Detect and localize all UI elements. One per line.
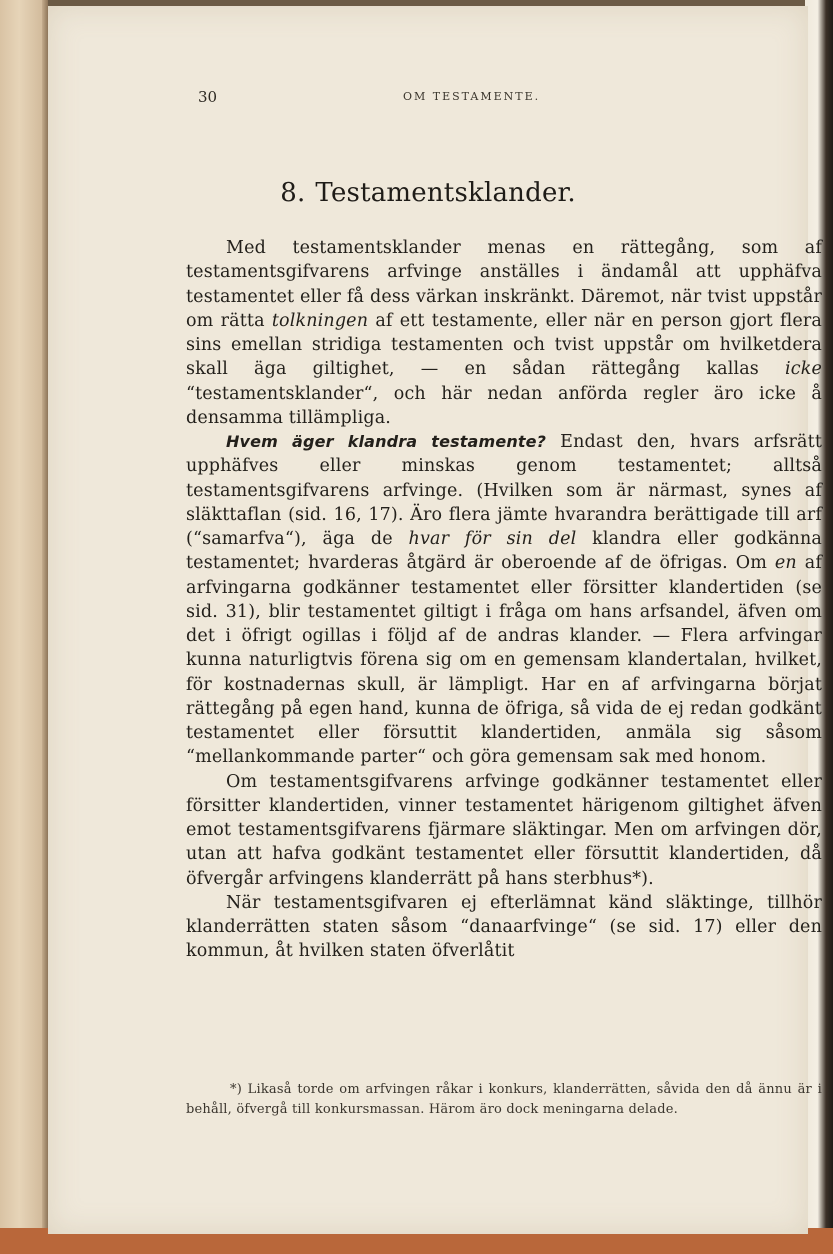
body-text bbox=[186, 236, 822, 964]
page-number: 30 bbox=[198, 88, 218, 106]
running-head bbox=[198, 88, 678, 112]
book-page bbox=[48, 6, 823, 1234]
chapter-title: Testamentsklander. bbox=[315, 178, 576, 208]
paragraph-definition: Med testamentsklander menas en rättegång, som af testamentsgifvarens arfvinge anställes i ändamål att upphäfva testamentet eller få dess värkan inskränkt. Däremot, när tvist uppstår om rätta tolkningen af ett testamente, eller när en person gjort flera sins emellan stridiga testamenten och tvist uppstår om hvilketdera skall äga giltighet, — en sådan rättegång kallas icke “testamentsklander“, och här nedan anförda regler äro icke å densamma tillämpliga. bbox=[186, 238, 822, 428]
paragraph-heir-approval: Om testamentsgifvarens arfvinge godkänner testamentet eller försitter klandertiden, vinner testamentet härigenom giltighet äfven emot testamentsgifvarens fjärmare släktingar. Men om arfvingen dör, utan att hafva godkänt testamentet eller försuttit klandertiden, då öfvergår arfvingens klanderrätt på hans sterbhus*). bbox=[186, 771, 822, 889]
run-in-heading: Hvem äger klandra testamente? bbox=[226, 432, 547, 451]
emphasis-tolkningen: tolkningen bbox=[271, 310, 369, 331]
emphasis-en: en bbox=[774, 553, 797, 574]
emphasis-icke: icke bbox=[785, 359, 822, 380]
facing-page-edge bbox=[0, 0, 48, 1254]
chapter-number: 8. bbox=[280, 178, 306, 208]
footnote bbox=[186, 1080, 822, 1120]
running-title: OM TESTAMENTE. bbox=[403, 90, 541, 103]
emphasis-hvar-for-sin-del: hvar för sin del bbox=[408, 529, 577, 549]
paragraph-who-may-contest: Hvem äger klandra testamente? Endast den, hvars arfsrätt upphäfves eller minskas genom testamentet; alltså testamentsgifvarens arfvinge. (Hvilken som är närmast, synes af släkttaflan (sid. 16, 17). Äro flera jämte hvarandra berättigade till arf (“samarfva“), äga de hvar för sin del klandra eller godkänna testamentet; hvarderas åtgärd är oberoende af de öfrigas. Om en af arfvingarna godkänner testamentet eller försitter klandertiden (se sid. 31), blir testamentet giltigt i fråga om hans arfsandel, äfven om det i öfrigt ogillas i följd af de andras klander. — Flera arfvingar kunna naturligtvis förena sig om en gemensam klandertalan, hvilket, för kostnadernas skull, är lämpligt. Har en af arfvingarna börjat rättegång på egen hand, kunna de öfriga, så vida de ej redan godkänt testamentet eller försuttit klandertiden, anmäla sig såsom “mellankommande parter“ och göra gemensam sak med honom. bbox=[186, 432, 823, 768]
chapter-heading bbox=[48, 178, 808, 208]
footnote-text: *) Likaså torde om arfvingen råkar i konkurs, klanderrätten, såvida den då ännu är i behåll, öfvergå till konkursmassan. Härom äro dock meningarna delade. bbox=[186, 1082, 822, 1117]
paragraph-no-heir: När testamentsgifvaren ej efterlämnat känd släktinge, tillhör klanderrätten staten såsom “danaarfvinge“ (se sid. 17) eller den kommun, åt hvilken staten öfverlåtit bbox=[186, 892, 822, 962]
